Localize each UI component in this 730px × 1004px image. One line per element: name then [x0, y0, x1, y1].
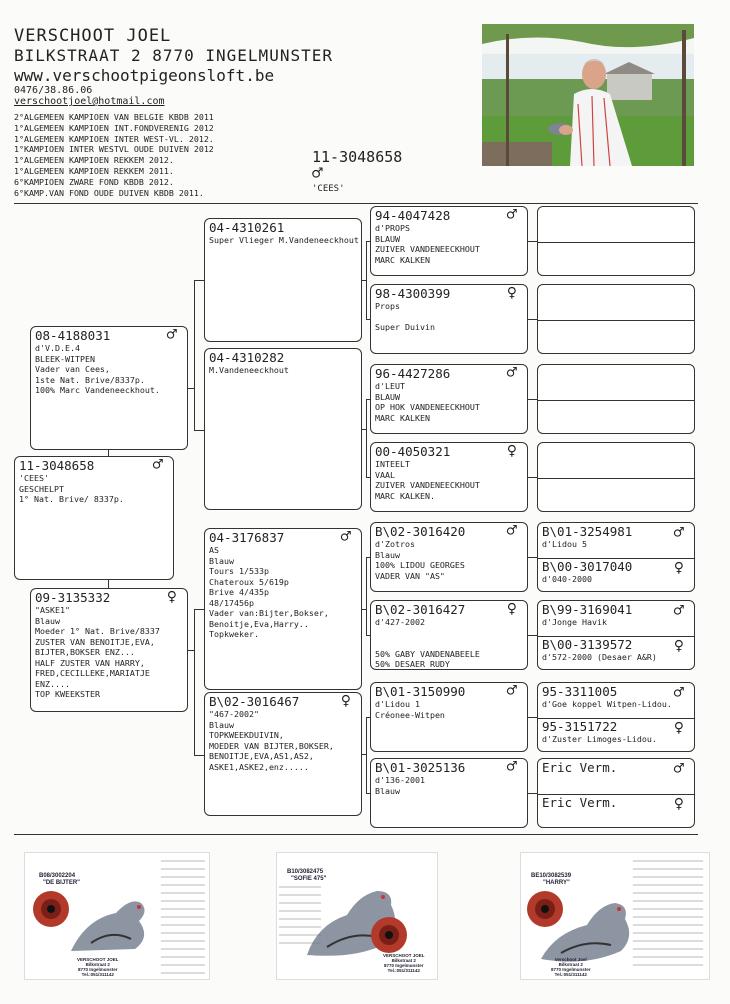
connector-line [366, 717, 367, 793]
female-symbol-icon: ♀ [340, 692, 351, 711]
male-symbol-icon: ♂ [506, 206, 517, 225]
connector-line [528, 557, 537, 558]
male-symbol-icon: ♂ [673, 759, 684, 779]
pedigree-line: ZUIVER VANDENEECKHOUT [375, 244, 480, 254]
ad-pigeon-name: "DE BIJTER" [43, 880, 81, 886]
pedigree-line: d'040-2000 [542, 574, 592, 584]
ring-number: Eric Verm. [542, 795, 618, 810]
pedigree-line: TOP KWEEKSTER [35, 689, 100, 699]
pedigree-line: Chateroux 5/619p [209, 576, 289, 587]
connector-line [366, 241, 367, 319]
ggg-half-bottom [538, 320, 694, 354]
title-line: 1°ALGEMEEN KAMPIOEN REKKEM 2011. [14, 165, 174, 176]
title-line: 1°KAMPIOEN INTER WESTVL OUDE DUIVEN 2012 [14, 144, 214, 155]
pedigree-line: ZUIVER VANDENEECKHOUT [375, 480, 480, 490]
connector-line [528, 319, 537, 320]
ggg-half-bottom [538, 794, 694, 828]
pedigree-line: BIJTER,BOKSER ENZ... [35, 647, 135, 657]
pedigree-line: d'Lidou 1 [375, 699, 420, 709]
ring-number: 95-3311005 [542, 684, 618, 699]
female-symbol-icon: ♀ [673, 794, 684, 814]
connector-line [194, 280, 204, 281]
ad-footer [551, 957, 591, 977]
pedigree-line: d'V.D.E.4 [35, 343, 80, 353]
pedigree-line: VADER VAN "AS" [375, 570, 445, 581]
connector-line [528, 793, 537, 794]
ad-pigeon-name: "SOFIE 475" [291, 876, 327, 882]
ring-number: B\99-3169041 [542, 602, 633, 617]
owner-website[interactable]: www.verschootpigeonsloft.be [14, 66, 275, 85]
ad-footer [383, 953, 425, 973]
ring-number: 04-4310261 [209, 220, 285, 235]
titles-list [14, 112, 214, 198]
ring-number: 08-4188031 [35, 328, 111, 343]
pedigree-line: MOEDER VAN BIJTER,BOKSER, [209, 740, 334, 751]
pedigree-line: Moeder 1° Nat. Brive/8337 [35, 626, 160, 636]
footer-divider [14, 834, 698, 835]
pedigree-line: Benoitje,Eva,Harry.. [209, 618, 309, 629]
pedigree-line: AS [209, 545, 219, 555]
subject-ring: 11-3048658 [312, 148, 403, 166]
male-symbol-icon: ♂ [673, 601, 684, 621]
pedigree-box-dam-sire [204, 528, 362, 690]
ad-card-bijter [24, 852, 210, 980]
male-symbol-icon: ♂ [506, 522, 517, 541]
pedigree-box-g8 [370, 758, 528, 828]
title-line: 1°ALGEMEEN KAMPIOEN INTER WEST-VL. 2012. [14, 133, 214, 144]
male-symbol-icon: ♂ [166, 326, 177, 345]
ggg-divider [538, 718, 694, 719]
ggg-divider [538, 558, 694, 559]
pigeon-eye-photo-icon [31, 889, 161, 959]
pedigree-line: 1° Nat. Brive/ 8337p. [19, 494, 124, 504]
ring-number: B\01-3150990 [375, 684, 466, 699]
male-symbol-icon: ♂ [312, 163, 323, 184]
ring-number: B\00-3139572 [542, 637, 633, 652]
pedigree-line: FRED,CECILLEKE,MARIATJE [35, 668, 150, 678]
pedigree-line: TOPKWEEKDUIVIN, [209, 730, 284, 740]
subject-name: 'CEES' [312, 184, 345, 194]
title-line: 2°ALGEMEEN KAMPIOEN VAN BELGIE KBDB 2011 [14, 112, 214, 122]
ad-footer-line: Tel.:051/311142 [554, 972, 587, 977]
pedigree-line: HALF ZUSTER VAN HARRY, [35, 657, 145, 668]
pedigree-line: ASKE1,ASKE2,enz..... [209, 761, 309, 772]
pedigree-box-ggg-1 [537, 206, 695, 276]
pedigree-line: MARC KALKEN. [375, 490, 435, 501]
pedigree-line: d'Goe koppel Witpen-Lidou. [542, 699, 672, 709]
ring-number: 94-4047428 [375, 208, 451, 223]
pedigree-line [375, 638, 523, 649]
title-line: 1°ALGEMEEN KAMPIOEN INT.FONDVERENIG 2012 [14, 122, 214, 133]
ggg-divider [538, 242, 694, 243]
owner-photo-icon [482, 24, 694, 166]
male-symbol-icon: ♂ [152, 456, 163, 475]
pedigree-line: d'136-2001 [375, 775, 425, 785]
pedigree-box-sire-dam [204, 348, 362, 510]
pedigree-line: VAAL [375, 469, 395, 480]
male-symbol-icon: ♂ [673, 523, 684, 543]
ggg-half-top [538, 365, 694, 400]
pedigree-line: Créonee-Witpen [375, 709, 445, 720]
pigeon-eye-photo-icon [525, 887, 645, 963]
connector-line [528, 477, 537, 478]
ring-number: 04-4310282 [209, 350, 285, 365]
ring-number: 98-4300399 [375, 286, 451, 301]
owner-phone: 0476/38.86.06 [14, 85, 93, 96]
pedigree-box-g7 [370, 682, 528, 752]
pedigree-box-dam-dam [204, 692, 362, 816]
pedigree-line: MARC KALKEN [375, 412, 430, 423]
ggg-half-top [538, 207, 694, 242]
ring-number: 04-3176837 [209, 530, 285, 545]
ring-number: 11-3048658 [19, 458, 95, 473]
pedigree-line: MARC KALKEN [375, 254, 430, 265]
pedigree-line: Tours 1/533p [209, 566, 269, 576]
connector-line [366, 399, 367, 477]
pedigree-line: Blauw [375, 785, 400, 796]
ad-results-table-icon [279, 883, 323, 947]
pedigree-line: d'427-2002 [375, 617, 425, 627]
ring-number: 00-4050321 [375, 444, 451, 459]
pedigree-line: ZUSTER VAN BENOITJE,EVA, [35, 636, 155, 647]
ad-footer-line: 8770 Ingelmunster [384, 963, 424, 968]
owner-name: VERSCHOOT JOEL [14, 26, 172, 46]
ggg-divider [538, 400, 694, 401]
ggg-half-top [538, 523, 694, 558]
pedigree-line: d'Jonge Havik [542, 617, 607, 627]
ad-footer-line: 8770 Ingelmunster [551, 967, 591, 972]
pedigree-line: d'Zotros [375, 539, 415, 549]
pedigree-line: ENZ.... [35, 678, 70, 689]
pedigree-line: GESCHELPT [19, 483, 64, 494]
male-symbol-icon: ♂ [340, 528, 351, 547]
title-line: 1°ALGEMEEN KAMPIOEN REKKEM 2012. [14, 155, 174, 166]
ring-number: B\02-3016420 [375, 524, 466, 539]
ggg-half-bottom [538, 718, 694, 752]
ad-pigeon-name: "HARRY" [543, 880, 570, 886]
pedigree-box-ggg-6 [537, 600, 695, 670]
ggg-half-bottom [538, 558, 694, 592]
ad-footer-line: Tel.:051/311142 [387, 968, 420, 973]
ad-footer-line: Verschoot Joel [554, 957, 587, 962]
ggg-divider [538, 478, 694, 479]
ring-number: Eric Verm. [542, 760, 618, 775]
ggg-half-bottom [538, 478, 694, 512]
pedigree-box-g5 [370, 522, 528, 592]
owner-photo [482, 24, 694, 166]
pedigree-line: Brive 4/435p [209, 587, 269, 597]
male-symbol-icon: ♂ [506, 758, 517, 777]
pedigree-line: 1ste Nat. Brive/8337p. [35, 374, 145, 385]
connector-line [528, 241, 537, 242]
female-symbol-icon: ♀ [506, 442, 517, 461]
owner-address: BILKSTRAAT 2 8770 INGELMUNSTER [14, 46, 333, 65]
pedigree-line: M.Vandeneeckhout [209, 365, 289, 375]
pedigree-line: 100% LIDOU GEORGES [375, 560, 465, 570]
female-symbol-icon: ♀ [506, 600, 517, 619]
ad-ring: B08/3002204 [39, 873, 76, 879]
ggg-half-bottom [538, 636, 694, 670]
ggg-half-bottom [538, 400, 694, 434]
pedigree-line: d'Zuster Limoges-Lidou. [542, 734, 657, 744]
pedigree-box-ggg-8 [537, 758, 695, 828]
pedigree-line: 100% Marc Vandeneeckhout. [35, 385, 160, 395]
title-line: 6°KAMP.VAN FOND OUDE DUIVEN KBDB 2011. [14, 187, 204, 198]
pedigree-line: Topkweker. [209, 629, 259, 639]
ring-number: B\01-3254981 [542, 524, 633, 539]
pedigree-box-sire [30, 326, 188, 450]
pedigree-line: OP HOK VANDENEECKHOUT [375, 402, 480, 412]
pedigree-line: 'CEES' [19, 473, 49, 483]
male-symbol-icon: ♂ [506, 364, 517, 383]
ring-number: B\02-3016467 [209, 694, 300, 709]
female-symbol-icon: ♀ [673, 636, 684, 656]
pedigree-line: d'LEUT [375, 381, 405, 391]
pedigree-box-dam [30, 588, 188, 712]
connector-line [194, 280, 195, 430]
male-symbol-icon: ♂ [673, 683, 684, 703]
pedigree-box-ggg-2 [537, 284, 695, 354]
ggg-half-bottom [538, 242, 694, 276]
ggg-divider [538, 794, 694, 795]
connector-line [528, 717, 537, 718]
pedigree-line: Super Vlieger M.Vandeneeckhout [209, 235, 359, 245]
female-symbol-icon: ♀ [673, 718, 684, 738]
pedigree-line: BLEEK-WITPEN [35, 353, 95, 364]
pedigree-line: 48/17456p [209, 597, 254, 608]
connector-line [108, 580, 109, 588]
ring-number: B\02-3016427 [375, 602, 466, 617]
male-symbol-icon: ♂ [506, 682, 517, 701]
pedigree-box-sire-sire [204, 218, 362, 342]
header-divider [14, 203, 698, 204]
ring-number: B\01-3025136 [375, 760, 466, 775]
ggg-half-top [538, 285, 694, 320]
pedigree-line: "467-2002" [209, 709, 259, 719]
ring-number: 96-4427286 [375, 366, 451, 381]
pedigree-line: d'572-2000 (Desaer A&R) [542, 652, 657, 662]
pedigree-box-g1 [370, 206, 528, 276]
ring-number: 95-3151722 [542, 719, 618, 734]
ring-number: B\00-3017040 [542, 559, 633, 574]
pedigree-line: Vader van Cees, [35, 364, 110, 374]
ggg-half-top [538, 443, 694, 478]
ggg-divider [538, 636, 694, 637]
pedigree-line: BLAUW [375, 233, 400, 244]
pedigree-line: INTEELT [375, 459, 410, 469]
pedigree-box-ggg-7 [537, 682, 695, 752]
ad-ring: BE10/3082539 [531, 873, 572, 879]
connector-line [194, 609, 195, 755]
ad-footer-line: Bilkstraat 2 [558, 962, 583, 967]
connector-line [528, 399, 537, 400]
pedigree-line: Blauw [209, 555, 234, 566]
pedigree-box-ggg-3 [537, 364, 695, 434]
ad-card-harry [520, 852, 710, 980]
ad-card-sofie [276, 852, 438, 980]
female-symbol-icon: ♀ [506, 284, 517, 303]
ring-number: 09-3135332 [35, 590, 111, 605]
ad-footer-line: Bilkstraat 2 [85, 962, 110, 967]
ad-footer-line: Bilkstraat 2 [391, 958, 416, 963]
pedigree-line: Vader van:Bijter,Bokser, [209, 608, 329, 618]
female-symbol-icon: ♀ [673, 558, 684, 578]
pedigree-line: "ASKE1" [35, 605, 70, 615]
pedigree-box-ggg-4 [537, 442, 695, 512]
pedigree-box-g3 [370, 364, 528, 434]
pedigree-box-g4 [370, 442, 528, 512]
ad-ring: B10/3082475 [287, 869, 324, 875]
pedigree-line: Props [375, 301, 400, 311]
pedigree-box-g6 [370, 600, 528, 670]
connector-line [194, 609, 204, 610]
pedigree-line [375, 628, 523, 639]
pedigree-box-g2 [370, 284, 528, 354]
female-symbol-icon: ♀ [166, 588, 177, 607]
owner-email[interactable]: verschootjoel@hotmail.com [14, 96, 165, 107]
ggg-divider [538, 320, 694, 321]
pedigree-line: d'Lidou 5 [542, 539, 587, 549]
ad-footer-line: Tel.:051/311142 [81, 972, 114, 977]
connector-line [194, 430, 204, 431]
ad-results-table-icon [161, 857, 207, 975]
ggg-half-top [538, 683, 694, 718]
connector-line [366, 557, 367, 635]
pedigree-line: 50% DESAER RUDY [375, 659, 450, 669]
ad-results-table-icon [633, 857, 705, 975]
pedigree-line: BLAUW [375, 391, 400, 402]
ad-footer-line: VERSCHOOT JOEL [383, 953, 425, 958]
pedigree-box-subject-box [14, 456, 174, 580]
ad-footer [77, 957, 119, 977]
pedigree-line: Blauw [35, 615, 60, 626]
connector-line [194, 755, 204, 756]
ad-footer-line: VERSCHOOT JOEL [77, 957, 119, 962]
pedigree-line: d'PROPS [375, 223, 410, 233]
pedigree-box-ggg-5 [537, 522, 695, 592]
connector-line [528, 635, 537, 636]
pedigree-line: 50% GABY VANDENABEELE [375, 648, 480, 659]
pedigree-line: Blauw [209, 719, 234, 730]
title-line: 6°KAMPIOEN ZWARE FOND KBDB 2012. [14, 176, 174, 187]
ggg-half-top [538, 601, 694, 636]
ad-footer-line: 8770 Ingelmunster [78, 967, 118, 972]
pedigree-line: BENOITJE,EVA,AS1,AS2, [209, 751, 314, 761]
pedigree-line: Super Duivin [375, 322, 435, 332]
pedigree-line: Blauw [375, 549, 400, 560]
pedigree-line [375, 312, 523, 323]
ggg-half-top [538, 759, 694, 794]
